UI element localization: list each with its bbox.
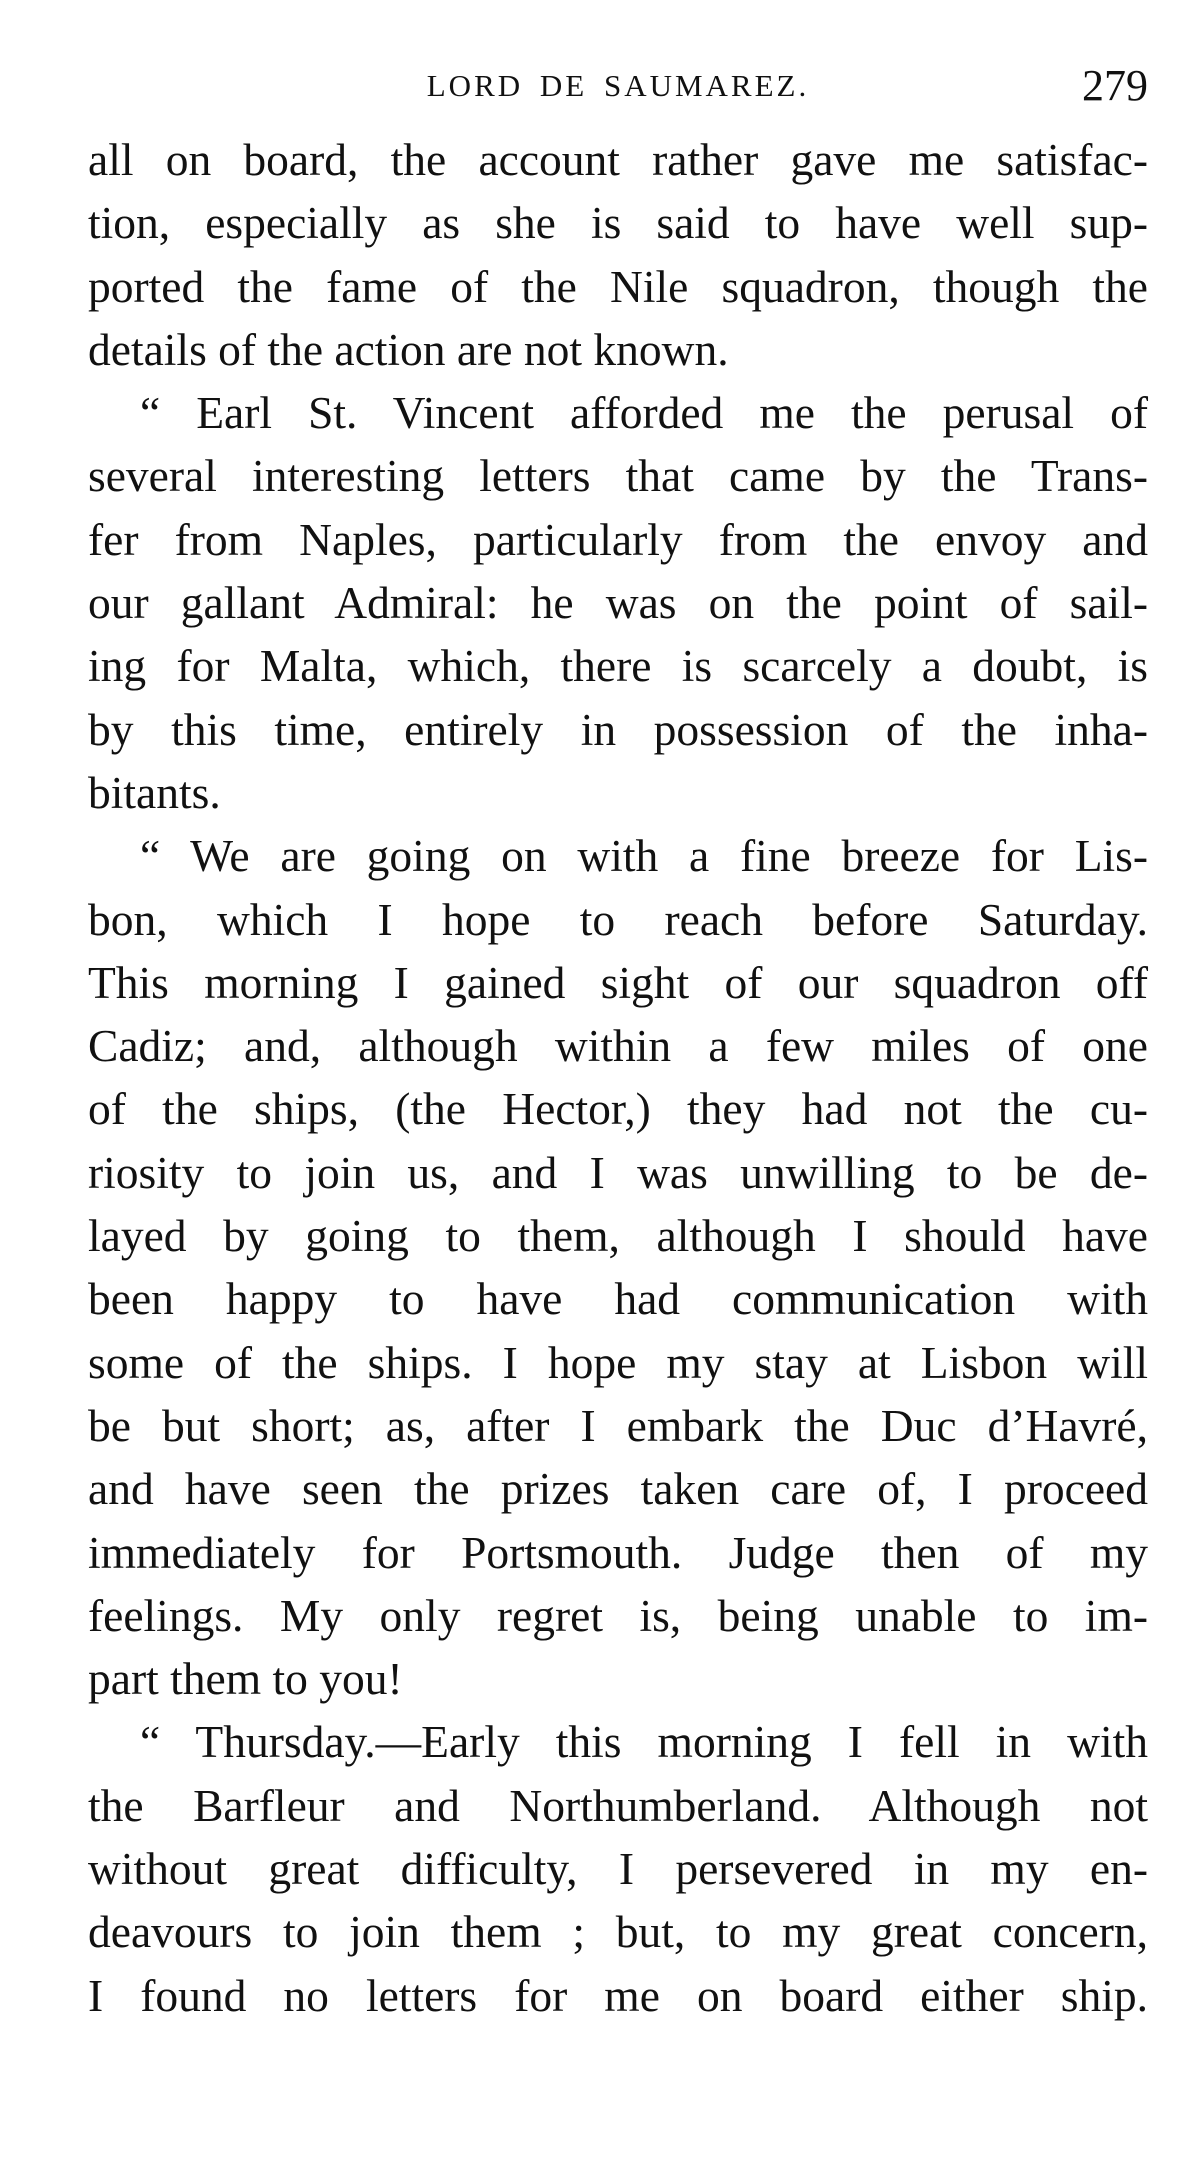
text-line: bon, which I hope to reach before Saturday. [88,893,1148,945]
running-title: LORD DE SAUMAREZ. [426,68,810,103]
text-line: tion, especially as she is said to have well sup- [88,197,1148,249]
text-line: our gallant Admiral: he was on the point of sail- [88,577,1148,629]
text-line: by this time, entirely in possession of the inha- [88,703,1148,755]
text-line: of the ships, (the Hector,) they had not the cu- [88,1083,1148,1135]
text-line: “ Earl St. Vincent afforded me the perusal of [140,387,1148,439]
running-head [88,60,1148,120]
text-line: Cadiz; and, although within a few miles of one [88,1020,1148,1072]
paragraph [88,824,1148,1710]
text-line: all on board, the account rather gave me satisfac- [88,134,1148,185]
text-line: This morning I gained sight of our squadron off [88,956,1148,1008]
text-line: “ We are going on with a fine breeze for Lis- [140,830,1148,882]
paragraph [88,1710,1148,2026]
text-line: I found no letters for me on board either ship. [88,1969,1148,2021]
text-line: feelings. My only regret is, being unable to im- [88,1589,1148,1641]
text-line: and have seen the prizes taken care of, I proceed [88,1463,1148,1515]
text-line: be but short; as, after I embark the Duc d’Havré, [88,1399,1148,1451]
text-line: bitants. [88,766,221,818]
text-line: ported the fame of the Nile squadron, though the [88,260,1148,312]
text-line: details of the action are not known. [88,323,729,375]
body-text [88,128,1148,2027]
text-line: layed by going to them, although I should have [88,1210,1148,1262]
text-line: “ Thursday.—Early this morning I fell in with [140,1716,1148,1768]
text-line: deavours to join them ; but, to my great concern, [88,1906,1148,1958]
paragraph [88,381,1148,824]
text-line: without great difficulty, I persevered in my en- [88,1843,1148,1895]
text-line: part them to you! [88,1653,403,1705]
text-line: ing for Malta, which, there is scarcely a doubt, is [88,640,1148,692]
paragraph [88,128,1148,381]
text-line: been happy to have had communication with [88,1273,1148,1325]
page-number: 279 [1082,61,1148,110]
text-line: immediately for Portsmouth. Judge then of my [88,1526,1148,1578]
text-line: some of the ships. I hope my stay at Lisbon will [88,1336,1148,1388]
text-line: fer from Naples, particularly from the envoy and [88,513,1148,565]
text-line: the Barfleur and Northumberland. Although not [88,1779,1148,1831]
text-line: riosity to join us, and I was unwilling to be de- [88,1146,1148,1198]
text-line: several interesting letters that came by the Trans- [88,450,1148,502]
